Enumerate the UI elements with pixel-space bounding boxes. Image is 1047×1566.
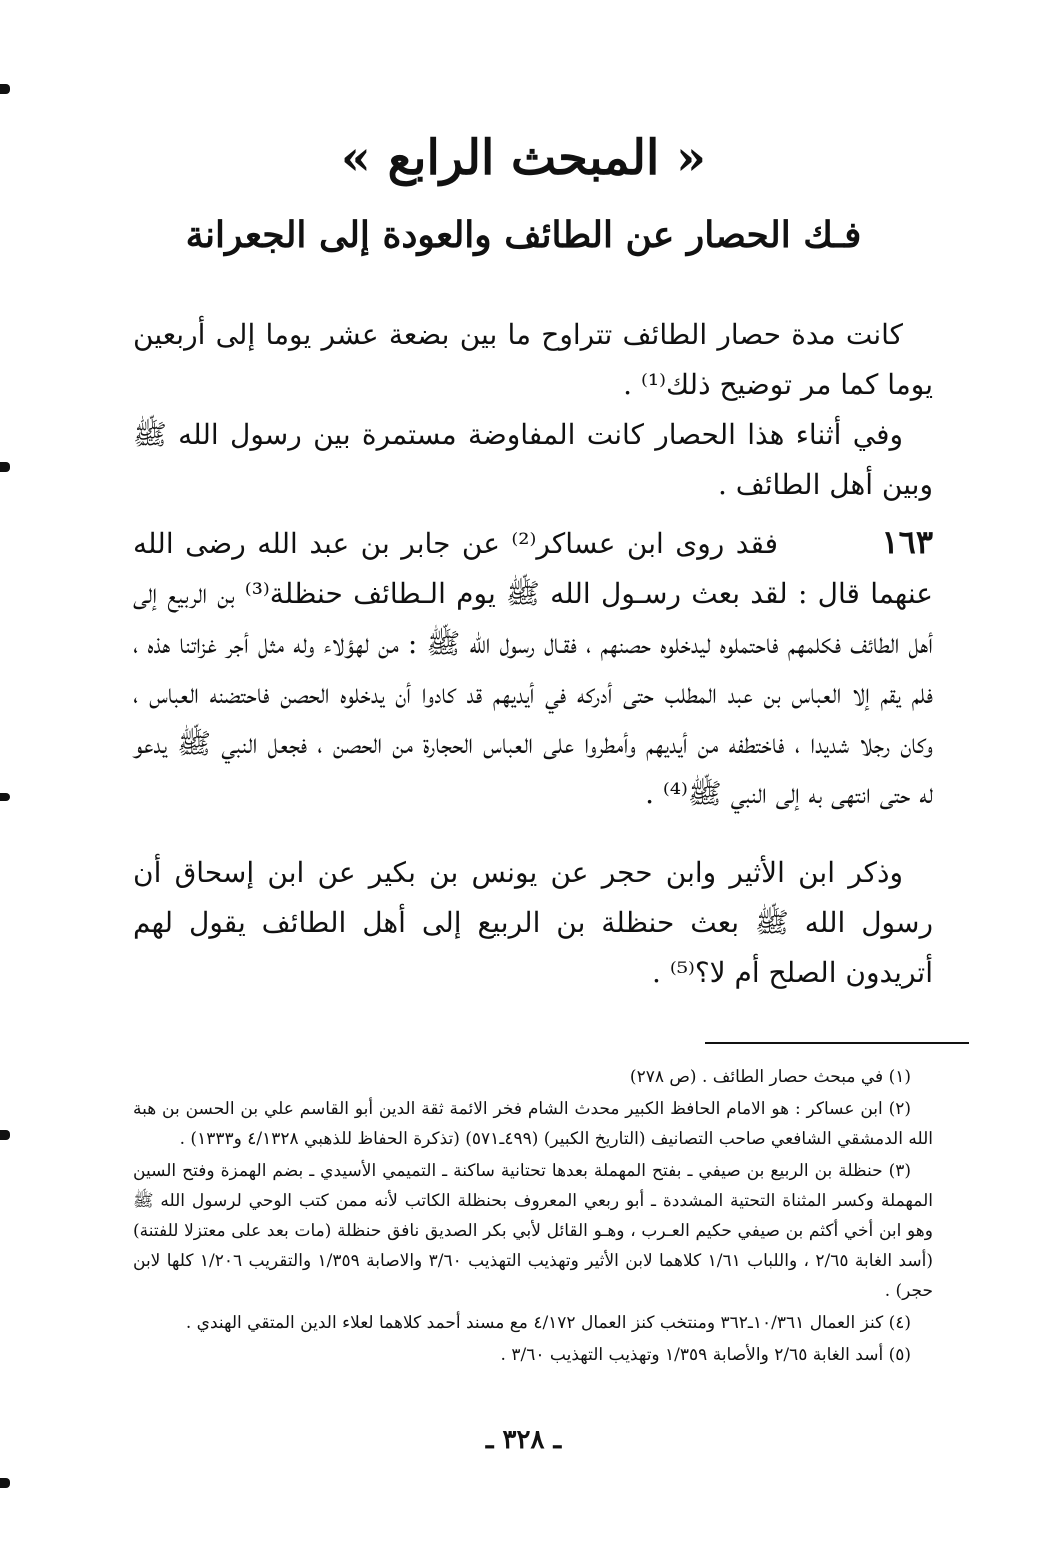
scan-edge-mark bbox=[0, 1130, 10, 1140]
paragraph-4: وذكر ابن الأثير وابن حجر عن يونس بن بكير عن ابن إسحاق أن رسول الله ﷺ بعث حنظلة بن الربيع إلى أهل الطائف يقول لهم أتريدون الصلح أم لا؟⁽⁵⁾ . bbox=[133, 856, 933, 989]
paragraph-number: ١٦٣ bbox=[881, 523, 934, 561]
scan-edge-mark bbox=[0, 793, 10, 801]
footnote-5: (٥) أسد الغابة ٢/٦٥ والأصابة ١/٣٥٩ وتهذيب التهذيب ٣/٦٠ . bbox=[500, 1345, 911, 1365]
footnote-2: (٢) ابن عساكر : هو الامام الحافظ الكبير محدث الشام فخر الائمة ثقة الدين أبو القاسم علي بن الحسن بن هبة الله الدمشقي الشافعي صاحب التصانيف (التاريخ الكبير) (٤٩٩ـ٥٧١) (تذكرة الحفاظ للذهبي ٤/١٣٢٨ و١٣٣٣) . bbox=[133, 1099, 933, 1149]
footnote-divider bbox=[705, 1042, 969, 1044]
chapter-title: « المبحث الرابع » bbox=[340, 130, 707, 186]
paragraph-1: كانت مدة حصار الطائف تتراوح ما بين بضعة عشر يوما إلى أربعين يوما كما مر توضيح ذلك⁽¹⁾ . bbox=[133, 318, 933, 401]
footnotes bbox=[133, 1062, 933, 1372]
paragraph-3 bbox=[133, 517, 933, 819]
scan-edge-mark bbox=[0, 462, 10, 472]
footnote-3: (٣) حنظلة بن الربيع بن صيفي ـ بفتح المهملة بعدها تحتانية ساكنة ـ التميمي الأسيدي ـ بضم الهمزة وفتح السين المهملة وكسر المثناة التحتية المشددة ـ أبو ربعي المعروف بحنظلة الكاتب لأنه ممن كتب الوحي لرسول الله ﷺ وهو ابن أخي أكثم بن صيفي حكيم العـرب ، وهـو القائل لأبي بكر الصديق نافق حنظلة (مات بعد على معتزلا للفتنة) (أسد الغابة ٢/٦٥ ، واللباب ١/٦١ كلاهما لابن الأثير وتهذيب التهذيب ٣/٦٠ والاصابة ١/٣٥٩ والتقريب ١/٢٠٦ كلها لابن حجر) . bbox=[133, 1161, 933, 1301]
footnote-4: (٤) كنز العمال ١٠/٣٦١ـ٣٦٢ ومنتخب كنز العمال ٤/١٧٢ مع مسند أحمد كلاهما لعلاء الدين المتقي الهندي . bbox=[185, 1313, 911, 1333]
paragraph-2: وفي أثناء هذا الحصار كانت المفاوضة مستمرة بين رسول الله ﷺ وبين أهل الطائف . bbox=[133, 418, 933, 501]
page-number: ـ ٣٢٨ ـ bbox=[485, 1425, 562, 1455]
scan-edge-mark bbox=[0, 1478, 10, 1488]
section-title: فـك الحصار عن الطائف والعودة إلى الجعرانة bbox=[185, 214, 862, 256]
scan-edge-mark bbox=[0, 84, 10, 94]
footnote-1: (١) في مبحث حصار الطائف . (ص ٢٧٨) bbox=[629, 1067, 911, 1087]
paragraph-3-text: فقد روى ابن عساكر⁽²⁾ عن جابر بن عبد الله رضى الله عنهما قال : لقد بعث رسـول الله ﷺ يوم الـطائف حنظلة⁽³⁾ بن الربيع إلى أهل الطائف فكلمهم فاحتملوه ليدخلوه حصنهم ، فقـال رسول الله ﷺ : من لهؤلاء وله مثل أجر غزاتنا هذه ، فلم يقم إلا العباس بن عبد المطلب حتى أدركه في أيديهم قد كادوا أن يدخلوه الحصن فاحتضنه العباس ، وكان رجلا شديدا ، فاختطفه من أيديهم وأمطروا على العباس الحجارة من الحصن ، فجعل النبي ﷺ يدعو له حتى انتهى به إلى النبي ﷺ⁽⁴⁾ . bbox=[133, 527, 933, 810]
